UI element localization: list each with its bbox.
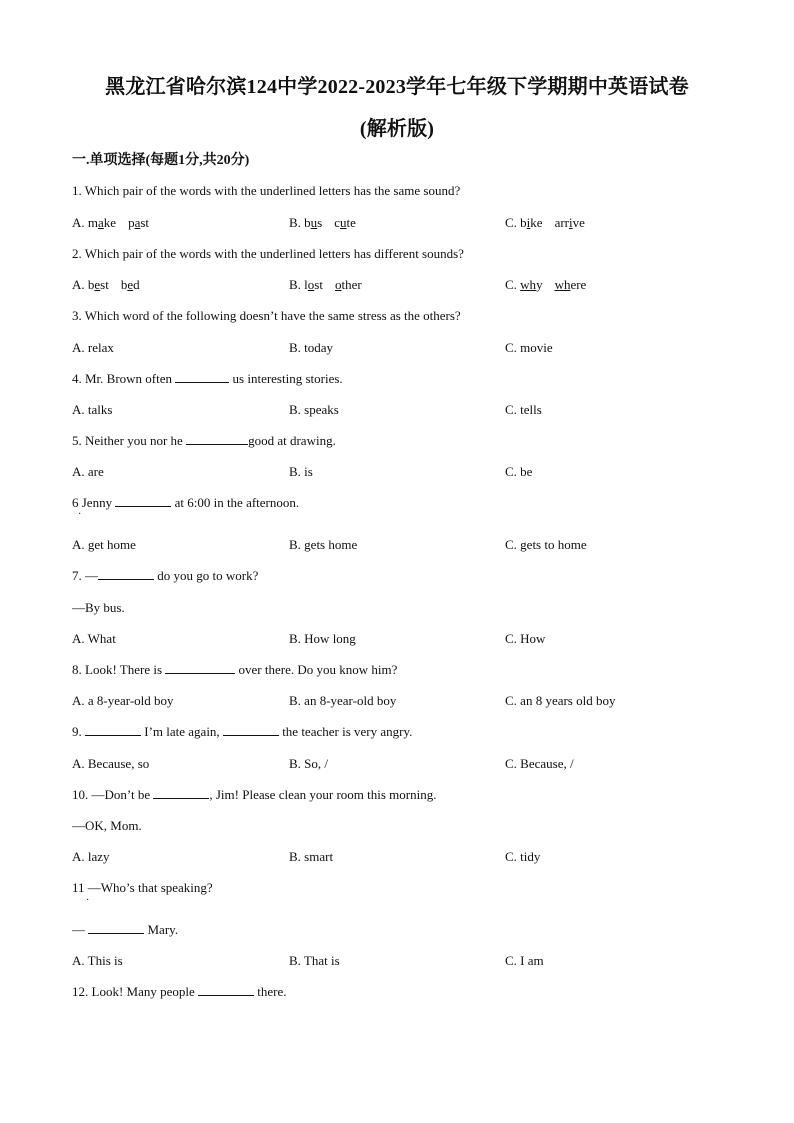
q4-option-c: C. tells (505, 402, 542, 417)
answer-blank (175, 370, 229, 383)
q8-option-c: C. an 8 years old boy (505, 693, 616, 708)
question-10-reply: —OK, Mom. (72, 818, 142, 833)
answer-blank (153, 786, 209, 799)
answer-blank (115, 494, 171, 507)
q7-option-a: A. What (72, 631, 116, 646)
answer-blank (165, 661, 235, 674)
question-12-stem: 12. Look! Many people there. (72, 984, 287, 999)
question-1-stem: 1. Which pair of the words with the underlined letters has the same sound? (72, 183, 461, 198)
question-6-stem: 6 Jenny at 6:00 in the afternoon. (72, 495, 300, 510)
q5-option-c: C. be (505, 464, 533, 479)
question-11-reply: — Mary. (72, 922, 179, 937)
stray-dot: · (78, 509, 82, 520)
question-5-stem: 5. Neither you nor he good at drawing. (72, 433, 336, 448)
question-2-stem: 2. Which pair of the words with the underlined letters has different sounds? (72, 246, 464, 261)
q11-option-a: A. This is (72, 953, 123, 968)
question-3-stem: 3. Which word of the following doesn’t have the same stress as the others? (72, 308, 461, 323)
answer-blank (98, 567, 154, 580)
q10-option-a: A. lazy (72, 849, 110, 864)
answer-blank (223, 723, 279, 736)
q8-option-a: A. a 8-year-old boy (72, 693, 174, 708)
q5-option-b: B. is (289, 464, 313, 479)
section-heading: 一.单项选择(每题1分,共20分) (72, 153, 250, 168)
question-8-stem: 8. Look! There is over there. Do you know him? (72, 662, 398, 677)
q3-option-a: A. relax (72, 340, 114, 355)
question-4-stem: 4. Mr. Brown often us interesting stories. (72, 371, 343, 386)
q9-option-b: B. So, / (289, 756, 329, 771)
answer-blank (88, 921, 144, 934)
q5-option-a: A. are (72, 464, 104, 479)
question-9-stem: 9. I’m late again, the teacher is very angry. (72, 724, 413, 739)
page-title: 黑龙江省哈尔滨124中学2022-2023学年七年级下学期期中英语试卷 (105, 76, 689, 98)
q11-option-b: B. That is (289, 953, 340, 968)
q10-option-c: C. tidy (505, 849, 541, 864)
answer-blank (85, 723, 141, 736)
q11-option-c: C. I am (505, 953, 544, 968)
q8-option-b: B. an 8-year-old boy (289, 693, 397, 708)
question-7-stem: 7. — do you go to work? (72, 568, 259, 583)
q6-option-b: B. gets home (289, 537, 358, 552)
q2-option-c: C. why where (505, 277, 587, 292)
answer-blank (198, 983, 254, 996)
q4-option-a: A. talks (72, 402, 113, 417)
q1-option-b: B. bus cute (289, 215, 356, 230)
q6-option-a: A. get home (72, 537, 136, 552)
question-10-stem: 10. —Don’t be , Jim! Please clean your room this morning. (72, 787, 437, 802)
page-subtitle: (解析版) (359, 118, 435, 140)
q1-option-c: C. bike arrive (505, 215, 585, 230)
question-11-stem: 11 —Who’s that speaking? (72, 880, 213, 895)
q1-option-a: A. make past (72, 215, 150, 230)
stray-dot: · (86, 895, 90, 906)
q6-option-c: C. gets to home (505, 537, 587, 552)
q3-option-c: C. movie (505, 340, 553, 355)
question-7-reply: —By bus. (72, 600, 125, 615)
q2-option-b: B. lost other (289, 277, 362, 292)
q3-option-b: B. today (289, 340, 334, 355)
q7-option-c: C. How (505, 631, 546, 646)
q4-option-b: B. speaks (289, 402, 339, 417)
q10-option-b: B. smart (289, 849, 334, 864)
answer-blank (186, 432, 248, 445)
q2-option-a: A. best bed (72, 277, 140, 292)
q7-option-b: B. How long (289, 631, 356, 646)
q9-option-c: C. Because, / (505, 756, 574, 771)
q9-option-a: A. Because, so (72, 756, 150, 771)
